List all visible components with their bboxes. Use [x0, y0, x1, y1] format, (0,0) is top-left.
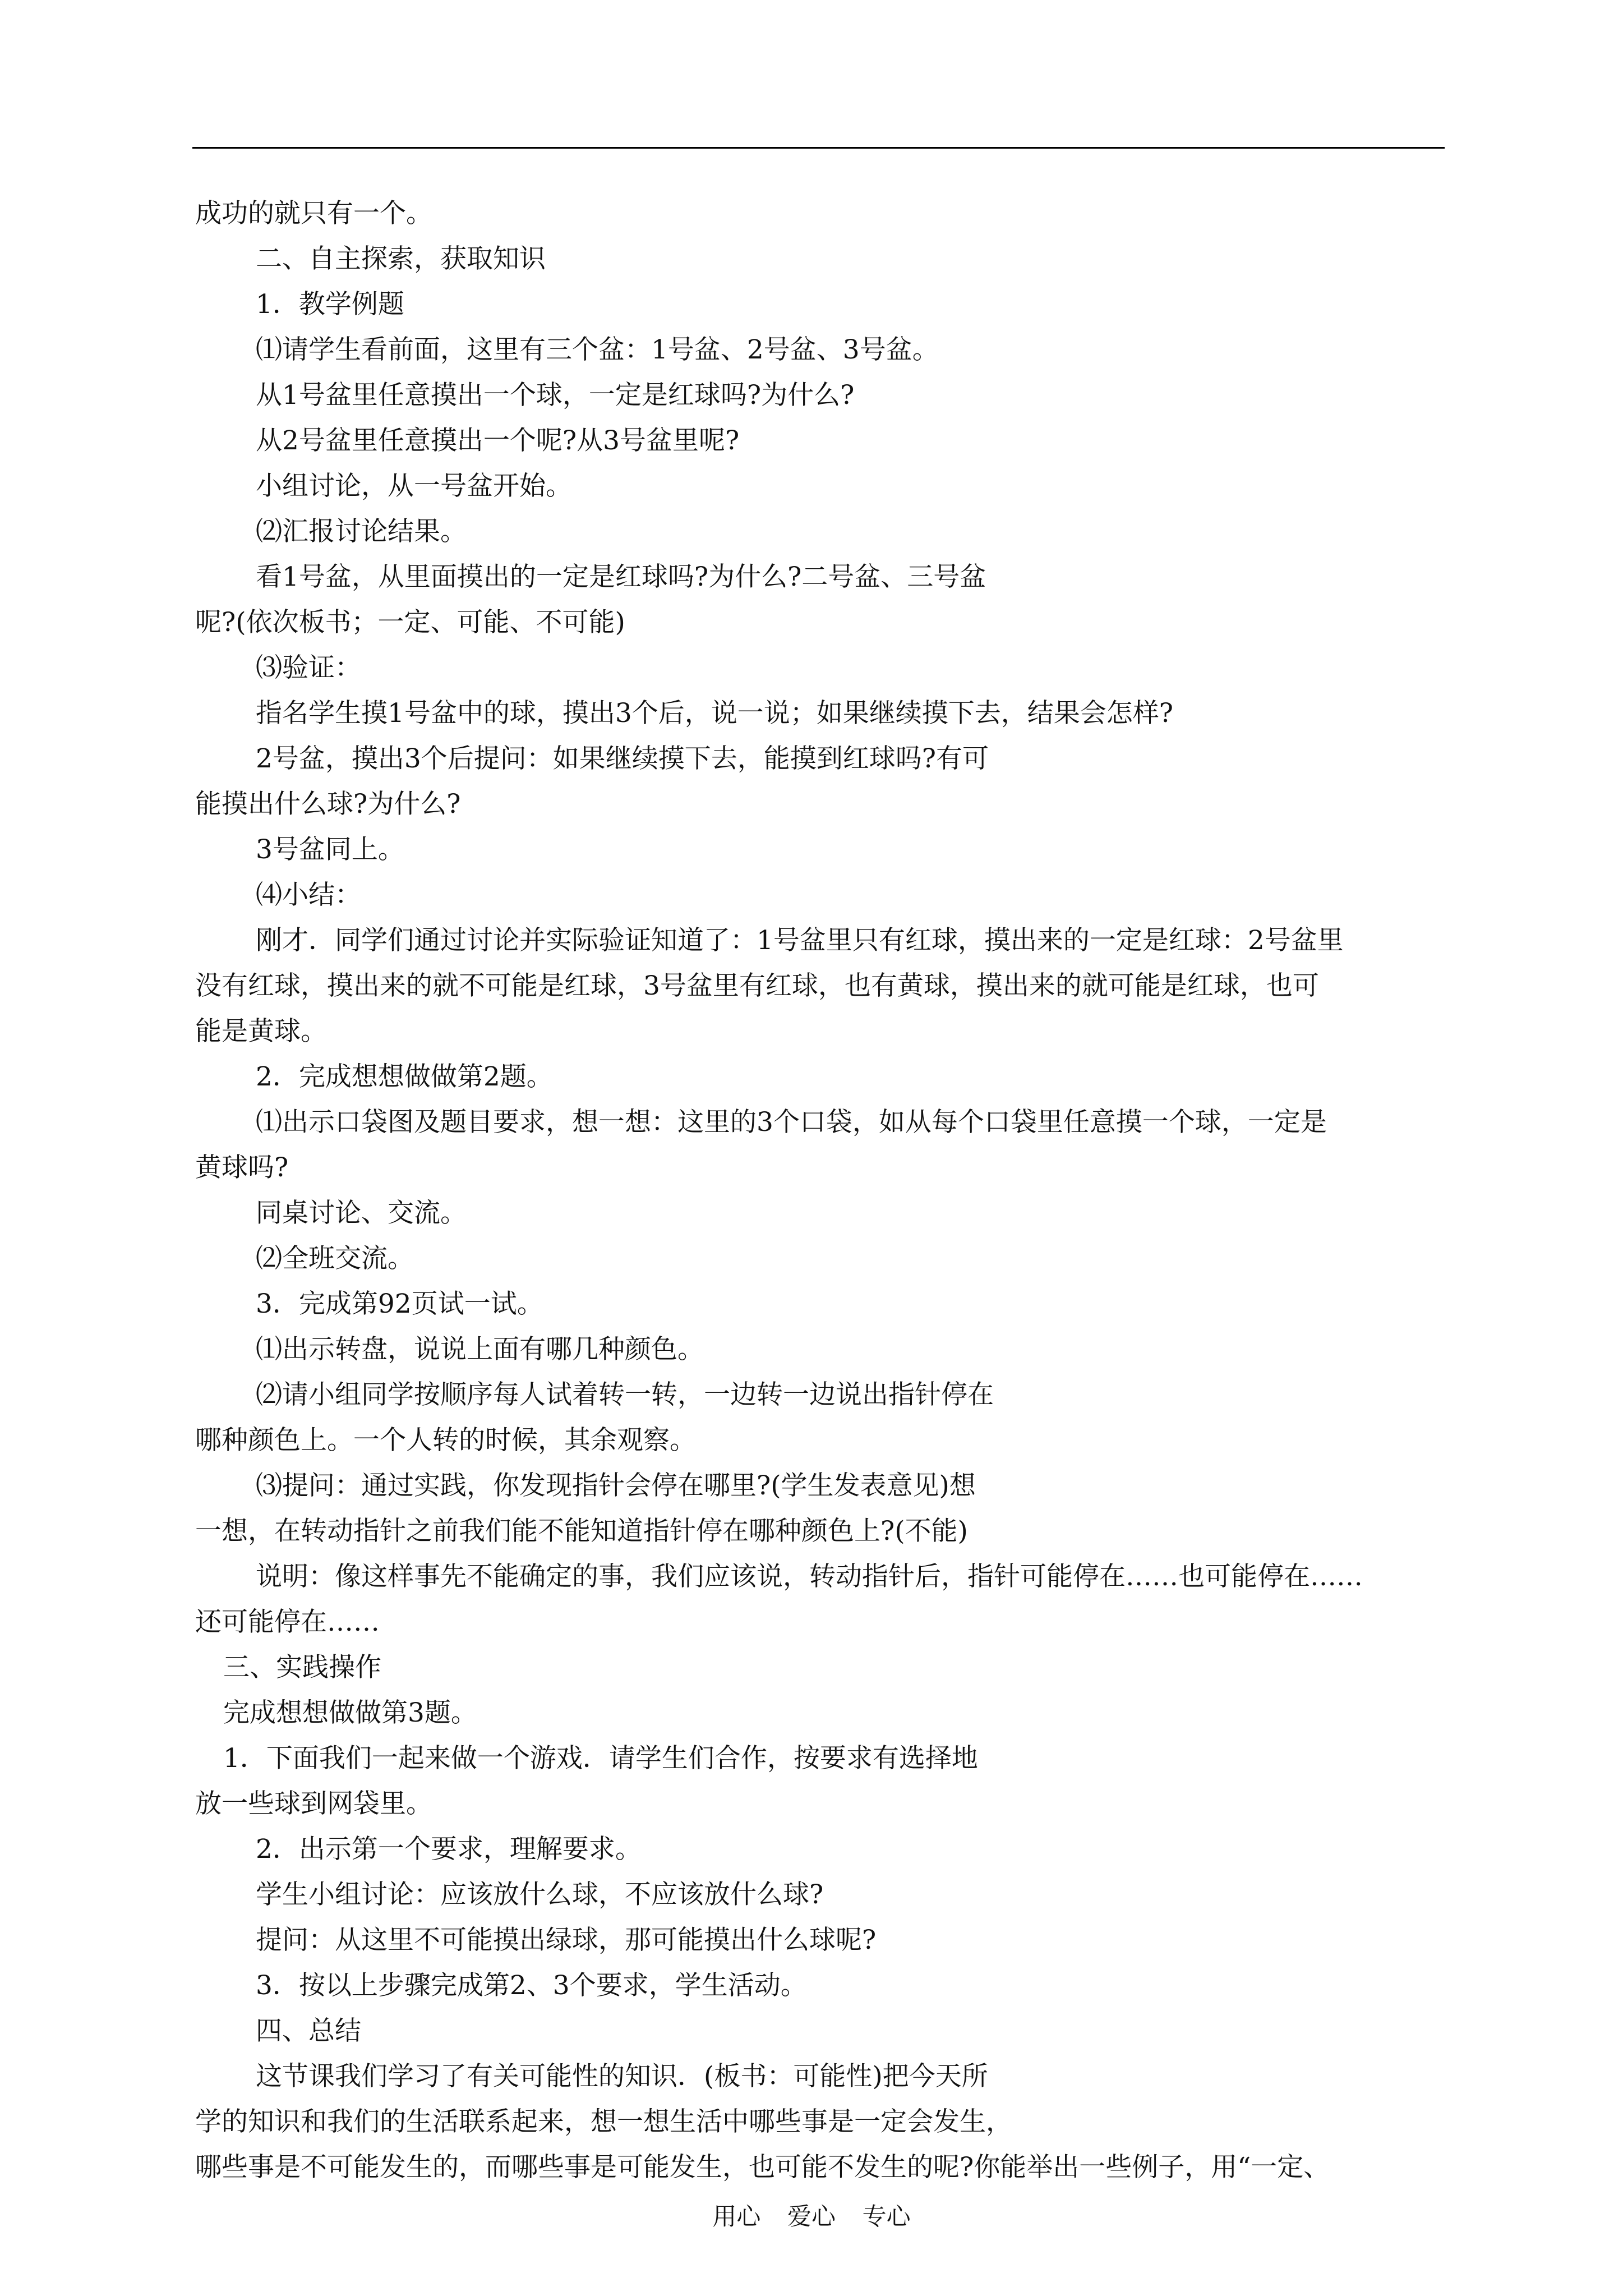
text-line: 四、总结	[256, 2016, 361, 2046]
text-line: ⑶提问：通过实践，你发现指针会停在哪里?(学生发表意见)想	[256, 1470, 976, 1501]
text-line: 3．按以上步骤完成第2、3个要求，学生活动。	[256, 1970, 807, 2001]
text-line: 小组讨论，从一号盆开始。	[256, 471, 572, 501]
text-line: ⑶验证：	[256, 652, 361, 683]
text-line: 呢?(依次板书；一定、可能、不可能)	[195, 607, 625, 638]
text-line: 能摸出什么球?为什么?	[195, 789, 461, 820]
text-line: 同桌讨论、交流。	[256, 1198, 467, 1228]
text-line: 哪种颜色上。一个人转的时候，其余观察。	[195, 1425, 696, 1456]
text-line: 哪些事是不可能发生的，而哪些事是可能发生，也可能不发生的呢?你能举出一些例子，用“一定、	[195, 2152, 1330, 2183]
text-line: ⑵汇报讨论结果。	[256, 516, 467, 547]
text-line: ⑵全班交流。	[256, 1243, 414, 1274]
text-line: 一想，在转动指针之前我们能不能知道指针停在哪种颜色上?(不能)	[195, 1516, 968, 1547]
text-line: 2．完成想想做做第2题。	[256, 1061, 553, 1092]
text-line: 提问：从这里不可能摸出绿球，那可能摸出什么球呢?	[256, 1925, 877, 1955]
text-line: 说明：像这样事先不能确定的事，我们应该说，转动指针后，指针可能停在……也可能停在……	[256, 1561, 1363, 1592]
text-line: 2号盆，摸出3个后提问：如果继续摸下去，能摸到红球吗?有可	[256, 743, 989, 774]
text-line: 学的知识和我们的生活联系起来，想一想生活中哪些事是一定会发生，	[195, 2106, 1012, 2137]
text-line: 1．下面我们一起来做一个游戏．请学生们合作，按要求有选择地	[223, 1743, 978, 1774]
text-line: 学生小组讨论：应该放什么球，不应该放什么球?	[256, 1879, 824, 1910]
text-line: ⑵请小组同学按顺序每人试着转一转，一边转一边说出指针停在	[256, 1379, 994, 1410]
text-line: 成功的就只有一个。	[195, 198, 432, 229]
page-footer: 用心 爱心 专心	[712, 2203, 911, 2231]
text-line: 看1号盆，从里面摸出的一定是红球吗?为什么?二号盆、三号盆	[256, 562, 986, 592]
text-line: 从1号盆里任意摸出一个球，一定是红球吗?为什么?	[256, 380, 855, 411]
text-line: ⑴出示转盘，说说上面有哪几种颜色。	[256, 1334, 704, 1365]
text-line: 二、自主探索，获取知识	[256, 243, 546, 274]
text-line: ⑷小结：	[256, 880, 361, 910]
text-line: 放一些球到网袋里。	[195, 1788, 432, 1819]
text-line: 2．出示第一个要求，理解要求。	[256, 1834, 642, 1865]
text-line: ⑴出示口袋图及题目要求，想一想：这里的3个口袋，如从每个口袋里任意摸一个球，一定是	[256, 1107, 1327, 1138]
text-line: 黄球吗?	[195, 1152, 289, 1183]
text-line: 3号盆同上。	[256, 834, 404, 865]
text-line: 三、实践操作	[223, 1652, 381, 1683]
text-line: 没有红球，摸出来的就不可能是红球，3号盆里有红球，也有黄球，摸出来的就可能是红球，也可	[195, 970, 1319, 1001]
document-body	[195, 191, 1451, 2190]
text-line: 3．完成第92页试一试。	[256, 1289, 543, 1319]
text-line: 刚才．同学们通过讨论并实际验证知道了：1号盆里只有红球，摸出来的一定是红球：2号盆里	[256, 925, 1344, 956]
text-line: 还可能停在……	[195, 1607, 380, 1637]
text-line: 指名学生摸1号盆中的球，摸出3个后，说一说；如果继续摸下去，结果会怎样?	[256, 698, 1174, 729]
text-line: ⑴请学生看前面，这里有三个盆：1号盆、2号盆、3号盆。	[256, 334, 939, 365]
header-rule	[192, 147, 1445, 149]
text-line: 1．教学例题	[256, 289, 404, 320]
text-line: 能是黄球。	[195, 1016, 327, 1047]
text-line: 完成想想做做第3题。	[223, 1697, 477, 1728]
text-line: 这节课我们学习了有关可能性的知识．(板书：可能性)把今天所	[256, 2061, 988, 2092]
text-line: 从2号盆里任意摸出一个呢?从3号盆里呢?	[256, 425, 740, 456]
